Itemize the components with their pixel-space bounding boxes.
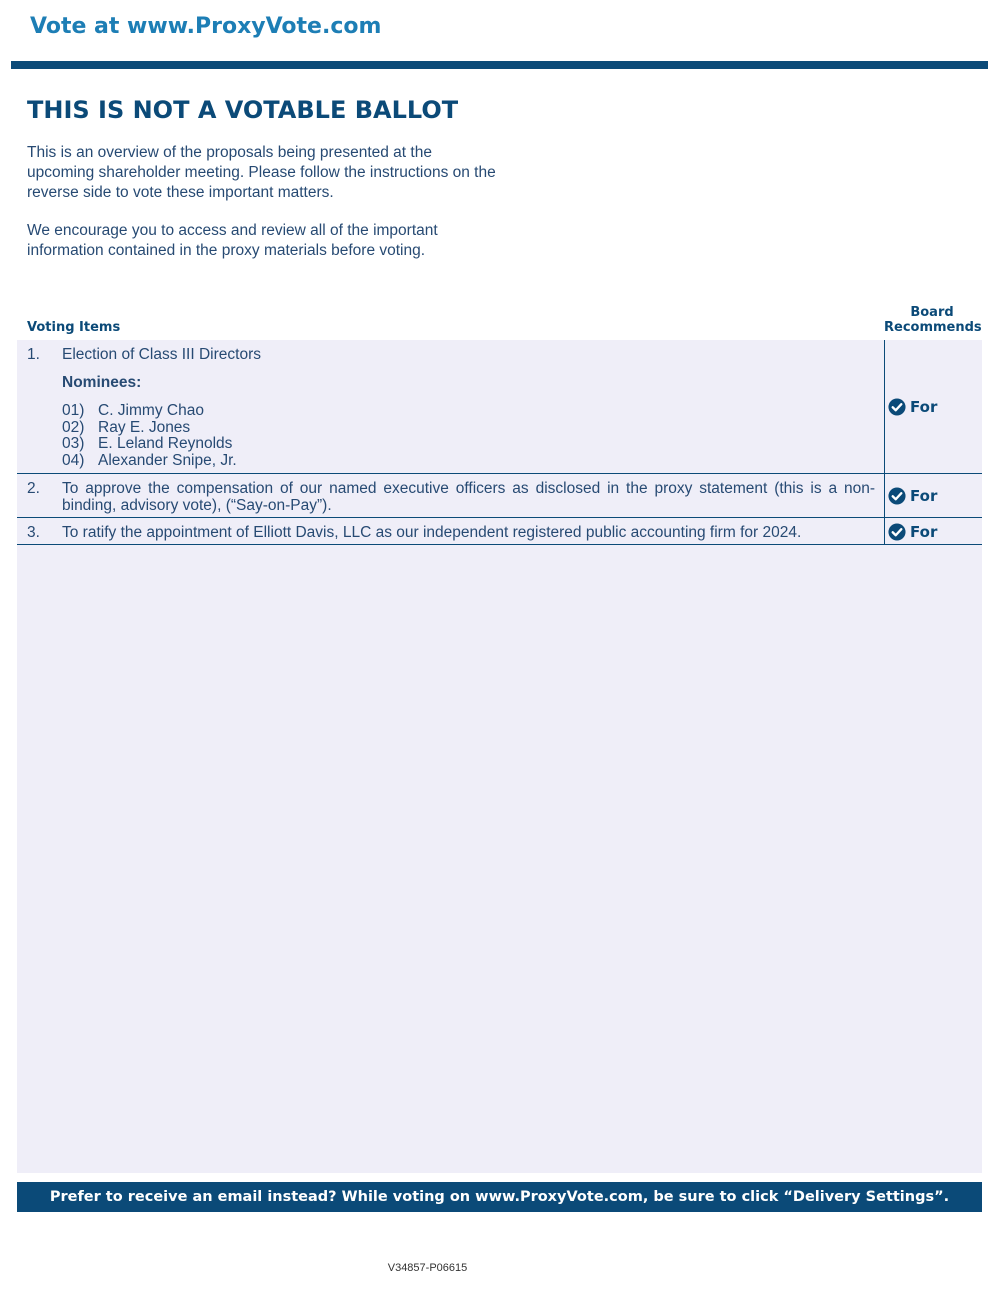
board-recommendation	[888, 523, 937, 541]
proxyvote-title: Vote at www.ProxyVote.com	[30, 14, 382, 39]
item-text: Election of Class III Directors	[62, 346, 261, 363]
intro-paragraph-2: We encourage you to access and review all of the important information contained in the proxy materials before voting.	[27, 222, 438, 259]
nominee-number: 02)	[62, 419, 85, 436]
row-divider	[17, 473, 982, 474]
recommendation-label: For	[910, 398, 938, 416]
board-recommendation	[888, 398, 937, 416]
recommendation-label: For	[910, 487, 938, 505]
nominees-label: Nominees:	[62, 374, 142, 391]
nominee-number: 04)	[62, 452, 85, 469]
nominee-name: Ray E. Jones	[98, 419, 191, 436]
nominee	[62, 452, 237, 469]
nominee-name: Alexander Snipe, Jr.	[98, 452, 237, 469]
row-divider	[17, 544, 982, 545]
recommendation-label: For	[910, 523, 938, 541]
nominee	[62, 435, 232, 452]
voting-items-header: Voting Items	[27, 320, 121, 335]
board-recommendation	[888, 487, 937, 505]
item-number: 2.	[27, 480, 40, 497]
nominee-name: E. Leland Reynolds	[98, 435, 233, 452]
check-circle-icon	[888, 398, 906, 416]
item-number: 3.	[27, 524, 40, 541]
check-circle-icon	[888, 523, 906, 541]
check-circle-icon	[888, 487, 906, 505]
nominee	[62, 419, 190, 436]
item-number: 1.	[27, 346, 40, 363]
page-heading: THIS IS NOT A VOTABLE BALLOT	[27, 96, 459, 124]
nominee-number: 01)	[62, 402, 85, 419]
nominee	[62, 402, 204, 419]
document-code: V34857-P06615	[387, 1262, 468, 1274]
banner-text: Prefer to receive an email instead? While voting on www.ProxyVote.com, be sure to click “Delivery Settings”.	[49, 1189, 950, 1205]
item-text: To approve the compensation of our named executive officers as disclosed in the proxy statement (this is a non-binding, advisory vote), (“Say-on-Pay”).	[62, 480, 875, 514]
column-divider	[884, 340, 885, 545]
board-recommends-header	[884, 305, 980, 335]
row-divider	[17, 517, 982, 518]
board-header-line1: Board	[910, 305, 954, 320]
email-delivery-banner	[17, 1182, 982, 1212]
intro-paragraph-1: This is an overview of the proposals being presented at the upcoming shareholder meeting. Please follow the instructions on the reverse side to vote these important matters.	[27, 144, 496, 201]
nominee-number: 03)	[62, 435, 85, 452]
nominee-name: C. Jimmy Chao	[98, 402, 204, 419]
item-text: To ratify the appointment of Elliott Davis, LLC as our independent registered public accounting firm for 2024.	[62, 524, 802, 541]
header-rule	[11, 61, 988, 69]
board-header-line2: Recommends	[884, 320, 982, 335]
